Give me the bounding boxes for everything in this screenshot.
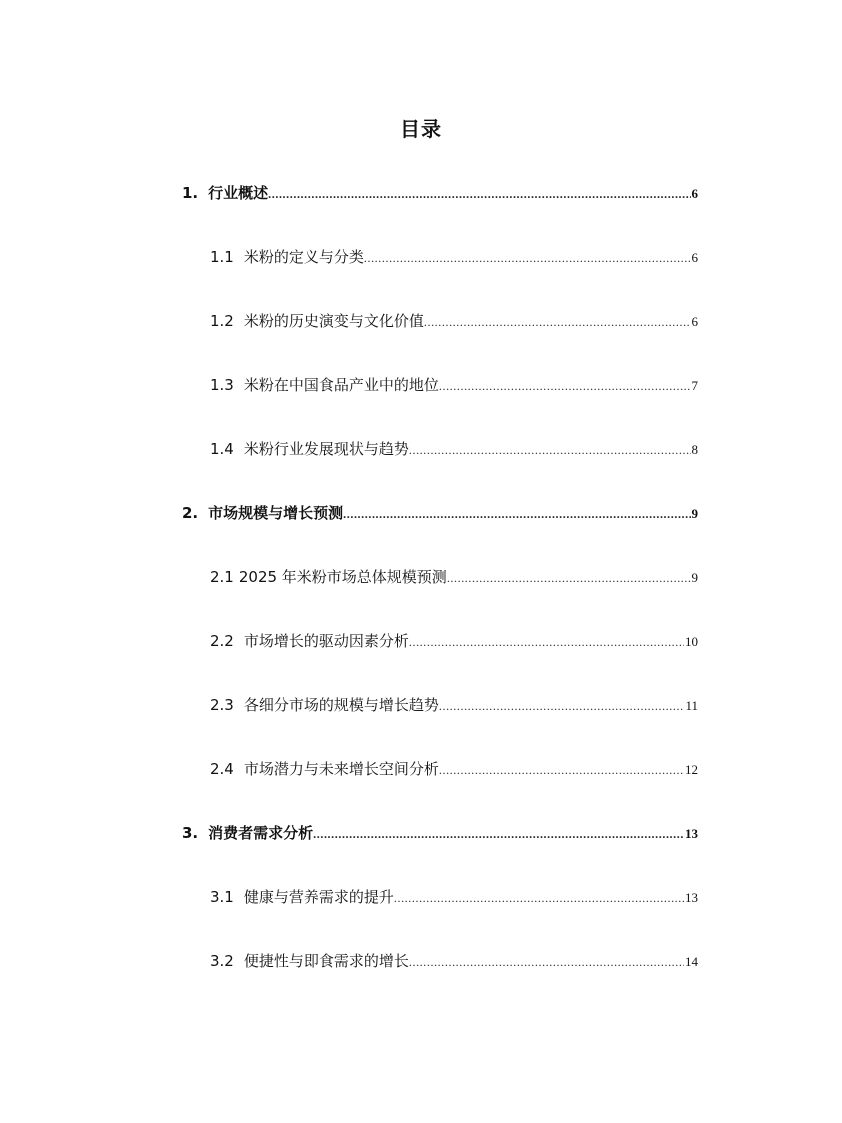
toc-page-number: 8 xyxy=(691,442,698,457)
toc-entry-number: 1.2 xyxy=(210,312,234,330)
toc-dot-leader xyxy=(439,373,691,399)
toc-entry-number: 2.2 xyxy=(210,632,234,650)
toc-dot-leader xyxy=(409,629,684,655)
toc-page-number: 12 xyxy=(685,762,698,777)
toc-page-number: 13 xyxy=(685,890,698,905)
toc-dot-leader xyxy=(439,757,684,783)
toc-entry-title: 米粉行业发展现状与趋势 xyxy=(243,440,409,458)
toc-entry-1-3[interactable] xyxy=(210,372,698,398)
toc-dot-leader xyxy=(409,949,684,975)
toc-entry-1[interactable] xyxy=(182,180,698,206)
toc-entry-2-3[interactable] xyxy=(210,692,698,718)
toc-dot-leader xyxy=(268,181,690,207)
toc-page-number: 9 xyxy=(691,506,698,521)
toc-entry-2[interactable] xyxy=(182,500,698,526)
toc-entry-number: 2.4 xyxy=(210,760,234,778)
toc-page-number: 7 xyxy=(691,378,698,393)
toc-page-number: 14 xyxy=(685,954,698,969)
toc-entry-number: 2. xyxy=(182,504,199,522)
toc-dot-leader xyxy=(394,885,684,911)
toc-title: 目录 xyxy=(400,117,442,141)
toc-entry-number: 2.3 xyxy=(210,696,234,714)
toc-entry-number: 1.1 xyxy=(210,248,234,266)
toc-entry-title: 市场潜力与未来增长空间分析 xyxy=(243,760,439,778)
toc-page-number: 13 xyxy=(685,826,698,841)
toc-entry-3[interactable] xyxy=(182,820,698,846)
toc-dot-leader xyxy=(343,501,690,527)
toc-dot-leader xyxy=(313,821,684,847)
toc-entry-title: 市场规模与增长预测 xyxy=(208,504,344,522)
toc-dot-leader xyxy=(409,437,691,463)
toc-page-number: 9 xyxy=(691,570,698,585)
toc-dot-leader xyxy=(364,245,691,271)
toc-page-number: 10 xyxy=(685,634,698,649)
toc-page-number: 6 xyxy=(691,186,698,201)
toc-entry-3-1[interactable] xyxy=(210,884,698,910)
toc-entry-2-4[interactable] xyxy=(210,756,698,782)
toc-entry-number: 3.2 xyxy=(210,952,234,970)
toc-dot-leader xyxy=(424,309,691,335)
toc-entry-title: 市场增长的驱动因素分析 xyxy=(243,632,409,650)
toc-page-number: 6 xyxy=(691,314,698,329)
toc-entry-title: 米粉在中国食品产业中的地位 xyxy=(243,376,439,394)
toc-entry-number: 1.4 xyxy=(210,440,234,458)
toc-entry-title: 行业概述 xyxy=(208,184,269,202)
toc-entry-title: 2025 年米粉市场总体规模预测 xyxy=(238,568,447,586)
toc-page-number: 6 xyxy=(691,250,698,265)
toc-entry-number: 2.1 xyxy=(210,568,234,586)
toc-entry-title: 各细分市场的规模与增长趋势 xyxy=(243,696,439,714)
toc-entry-title: 便捷性与即食需求的增长 xyxy=(243,952,409,970)
toc-entry-title: 米粉的历史演变与文化价值 xyxy=(243,312,424,330)
toc-entry-title: 消费者需求分析 xyxy=(208,824,314,842)
toc-entry-2-2[interactable] xyxy=(210,628,698,654)
toc-entry-title: 健康与营养需求的提升 xyxy=(243,888,394,906)
toc-entry-1-2[interactable] xyxy=(210,308,698,334)
toc-entry-number: 3. xyxy=(182,824,199,842)
toc-dot-leader xyxy=(447,565,691,591)
toc-entry-3-2[interactable] xyxy=(210,948,698,974)
toc-entry-number: 1. xyxy=(182,184,199,202)
toc-page-number: 11 xyxy=(685,698,698,713)
toc-entry-1-4[interactable] xyxy=(210,436,698,462)
toc-entry-number: 3.1 xyxy=(210,888,234,906)
toc-entry-1-1[interactable] xyxy=(210,244,698,270)
toc-entry-number: 1.3 xyxy=(210,376,234,394)
toc-entry-title: 米粉的定义与分类 xyxy=(243,248,364,266)
toc-entry-2-1[interactable] xyxy=(210,564,698,590)
toc-dot-leader xyxy=(439,693,685,719)
